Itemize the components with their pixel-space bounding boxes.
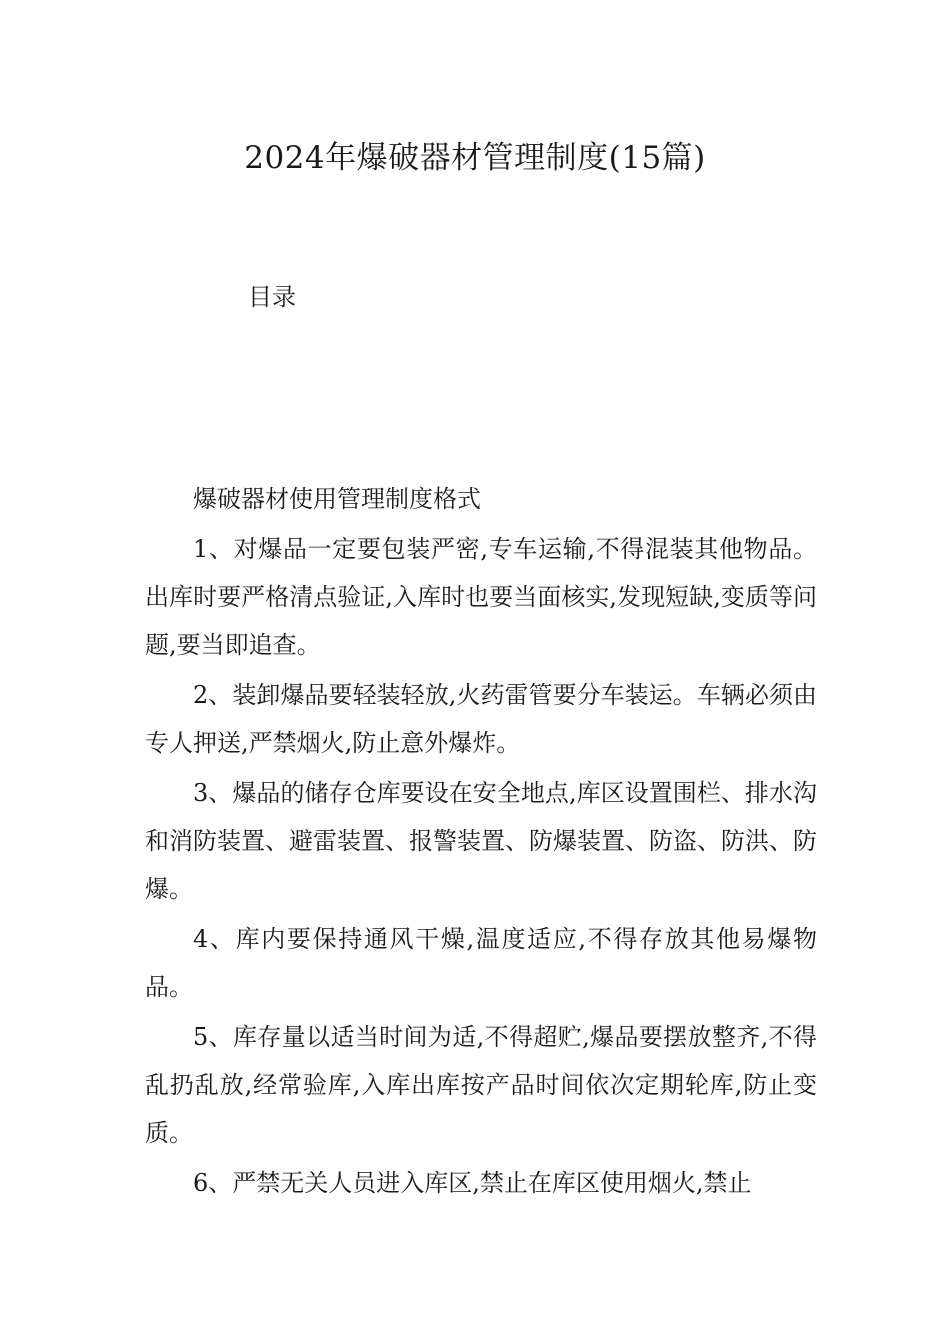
paragraph-4: 4、库内要保持通风干燥,温度适应,不得存放其他易爆物品。: [145, 925, 817, 1001]
section-title: 爆破器材使用管理制度格式: [193, 485, 481, 513]
paragraph-6: 6、严禁无关人员进入库区,禁止在库区使用烟火,禁止: [193, 1169, 752, 1197]
paragraph-3: 3、爆品的储存仓库要设在安全地点,库区设置围栏、排水沟和消防装置、避雷装置、报警装置、防爆装置、防盗、防洪、防爆。: [145, 779, 817, 903]
paragraph-2: 2、装卸爆品要轻装轻放,火药雷管要分车装运。车辆必须由专人押送,严禁烟火,防止意外爆炸。: [145, 681, 817, 757]
document-body: [145, 475, 817, 1209]
paragraph-1: 1、对爆品一定要包装严密,专车运输,不得混装其他物品。出库时要严格清点验证,入库时也要当面核实,发现短缺,变质等问题,要当即追查。: [145, 535, 817, 659]
toc-label: 目录: [248, 283, 296, 311]
document-title: 2024年爆破器材管理制度(15篇): [244, 140, 706, 176]
paragraph-5: 5、库存量以适当时间为适,不得超贮,爆品要摆放整齐,不得乱扔乱放,经常验库,入库出库按产品时间依次定期轮库,防止变质。: [145, 1023, 817, 1147]
